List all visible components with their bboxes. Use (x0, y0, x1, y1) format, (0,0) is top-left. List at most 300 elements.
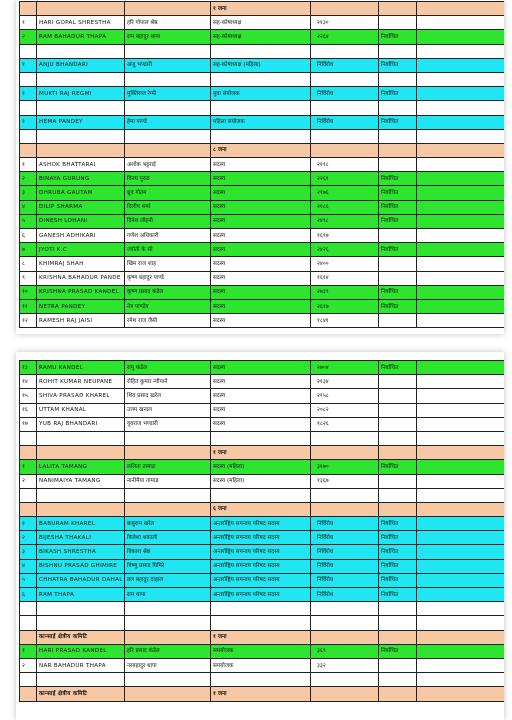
post-cell: अन्तर्राष्ट्रिय समन्वय परिषद सदस्य (211, 531, 311, 545)
post-cell: सदस्य (211, 243, 311, 257)
candidate-row (20, 30, 505, 44)
serial-number-cell (20, 44, 37, 58)
serial-number-cell (20, 630, 37, 644)
candidate-name-cell: ASHOK BHATTARAI (37, 158, 125, 172)
post-cell: १ जना (211, 446, 311, 460)
post-cell: सदस्य (211, 375, 311, 389)
post-cell (211, 431, 311, 445)
extra-cell (417, 602, 505, 616)
serial-number-cell: ६ (20, 229, 37, 243)
post-cell: सदस्य (211, 172, 311, 186)
votes-cell: निर्विरोध (311, 559, 379, 573)
extra-cell (417, 375, 505, 389)
candidate-name-nepali-cell: मुक्तिराज रेग्मी (125, 87, 211, 101)
status-cell (379, 129, 417, 143)
post-cell: सदस्य (211, 361, 311, 375)
serial-number-cell: १ (20, 158, 37, 172)
spacer-row (20, 101, 505, 115)
sheet-page-1 (16, 0, 504, 334)
candidate-name-cell (37, 101, 125, 115)
candidate-name-nepali-cell: उत्तम खनाल (125, 403, 211, 417)
candidate-name-cell: RAMESH RAJ JAISI (37, 314, 125, 328)
status-cell: निर्वाचित (379, 186, 417, 200)
candidate-name-nepali-cell: रमेश राज जैसी (125, 314, 211, 328)
extra-cell (417, 257, 505, 271)
candidate-name-nepali-cell (125, 673, 211, 687)
extra-cell (417, 687, 505, 701)
serial-number-cell (20, 502, 37, 516)
status-cell (379, 44, 417, 58)
votes-cell (311, 129, 379, 143)
serial-number-cell (20, 431, 37, 445)
serial-number-cell: १ (20, 517, 37, 531)
extra-cell (417, 158, 505, 172)
candidate-name-cell: LALITA TAMANG (37, 460, 125, 474)
status-cell (379, 687, 417, 701)
post-cell: सह-कोषाध्यक्ष (211, 30, 311, 44)
post-cell: समयोजक (211, 644, 311, 658)
candidate-name-cell: ANJU BHANDARI (37, 58, 125, 72)
votes-cell: निर्विरोध (311, 115, 379, 129)
post-cell: सदस्य (211, 186, 311, 200)
serial-number-cell: २ (20, 531, 37, 545)
serial-number-cell (20, 101, 37, 115)
candidate-row (20, 559, 505, 573)
serial-number-cell (20, 687, 37, 701)
candidate-name-cell: DILIP SHARMA (37, 200, 125, 214)
status-cell: निर्वाचित (379, 58, 417, 72)
serial-number-cell: ११ (20, 299, 37, 313)
votes-cell (311, 673, 379, 687)
status-cell: निर्वाचित (379, 172, 417, 186)
candidate-name-cell (37, 446, 125, 460)
spacer-row (20, 44, 505, 58)
candidate-row (20, 271, 505, 285)
votes-cell (311, 446, 379, 460)
extra-cell (417, 143, 505, 157)
candidate-name-cell: HEMA PANDEY (37, 115, 125, 129)
votes-cell: ३६९ (311, 644, 379, 658)
status-cell (379, 375, 417, 389)
spacer-row (20, 602, 505, 616)
candidate-name-nepali-cell: बाबुराम खरेल (125, 517, 211, 531)
serial-number-cell (20, 143, 37, 157)
candidate-row (20, 375, 505, 389)
serial-number-cell: ५ (20, 214, 37, 228)
extra-cell (417, 446, 505, 460)
candidate-name-cell (37, 431, 125, 445)
votes-cell (311, 101, 379, 115)
votes-cell: २२६४ (311, 30, 379, 44)
candidate-name-cell: UTTAM KHANAL (37, 403, 125, 417)
votes-cell: निर्विरोध (311, 545, 379, 559)
serial-number-cell: १ (20, 115, 37, 129)
candidate-name-nepali-cell (125, 488, 211, 502)
section-header-row (20, 2, 505, 16)
candidate-name-nepali-cell (125, 72, 211, 86)
votes-cell (311, 630, 379, 644)
status-cell (379, 673, 417, 687)
candidate-name-cell: GANESH ADHIKARI (37, 229, 125, 243)
candidate-name-nepali-cell: ध्रुव गौतम (125, 186, 211, 200)
candidate-name-nepali-cell: ज्योती के सी (125, 243, 211, 257)
serial-number-cell (20, 488, 37, 502)
candidate-row (20, 16, 505, 30)
votes-cell: १६९७ (311, 229, 379, 243)
candidate-name-cell: BINAYA GURUNG (37, 172, 125, 186)
candidate-row (20, 115, 505, 129)
candidate-row (20, 314, 505, 328)
extra-cell (417, 314, 505, 328)
candidate-row (20, 573, 505, 587)
candidate-name-nepali-cell: दिनेश लोहनी (125, 214, 211, 228)
status-cell (379, 16, 417, 30)
status-cell (379, 658, 417, 672)
candidate-name-nepali-cell: हरि गोपाल श्रेष्ठ (125, 16, 211, 30)
extra-cell (417, 361, 505, 375)
serial-number-cell: ४ (20, 559, 37, 573)
post-cell: सदस्य (महिला) (211, 474, 311, 488)
candidate-name-cell (37, 143, 125, 157)
candidate-name-cell: RAM THAPA (37, 588, 125, 602)
extra-cell (417, 559, 505, 573)
candidate-row (20, 186, 505, 200)
candidate-row (20, 243, 505, 257)
candidate-name-cell: RAMU KANDEL (37, 361, 125, 375)
post-cell: ६ जना (211, 502, 311, 516)
candidate-row (20, 158, 505, 172)
status-cell: निर्वाचित (379, 644, 417, 658)
votes-cell: २२६१ (311, 172, 379, 186)
serial-number-cell: १ (20, 460, 37, 474)
candidate-name-nepali-cell (125, 630, 211, 644)
candidate-name-nepali-cell (125, 44, 211, 58)
post-cell: सदस्य (महिला) (211, 460, 311, 474)
candidate-name-nepali-cell (125, 446, 211, 460)
status-cell: निर्वाचित (379, 460, 417, 474)
spacer-row (20, 616, 505, 630)
candidate-name-nepali-cell: अंजु भण्डारी (125, 58, 211, 72)
candidate-row (20, 172, 505, 186)
extra-cell (417, 431, 505, 445)
spacer-row (20, 72, 505, 86)
status-cell (379, 403, 417, 417)
serial-number-cell: १५ (20, 389, 37, 403)
post-cell: सदस्य (211, 229, 311, 243)
candidate-row (20, 545, 505, 559)
post-cell: ८ जना (211, 143, 311, 157)
extra-cell (417, 673, 505, 687)
candidate-row (20, 299, 505, 313)
candidate-name-cell: NAR BAHADUR THAPA (37, 658, 125, 672)
candidate-name-cell: NANIMAIYA TAMANG (37, 474, 125, 488)
votes-cell (311, 616, 379, 630)
candidate-name-nepali-cell (125, 129, 211, 143)
status-cell: निर्वाचित (379, 214, 417, 228)
votes-cell: निर्विरोध (311, 87, 379, 101)
post-cell: सदस्य (211, 299, 311, 313)
spacer-row (20, 431, 505, 445)
extra-cell (417, 417, 505, 431)
serial-number-cell: १६ (20, 403, 37, 417)
post-cell: युवा संयोजक (211, 87, 311, 101)
extra-cell (417, 403, 505, 417)
post-cell (211, 488, 311, 502)
candidate-name-nepali-cell: खिम राज शाह (125, 257, 211, 271)
candidate-row (20, 361, 505, 375)
status-cell: निर्वाचित (379, 517, 417, 531)
status-cell (379, 2, 417, 16)
candidate-row (20, 460, 505, 474)
section-header-row (20, 143, 505, 157)
post-cell (211, 673, 311, 687)
votes-cell (311, 72, 379, 86)
candidate-name-nepali-cell: अशोक भट्टराई (125, 158, 211, 172)
extra-cell (417, 460, 505, 474)
candidate-row (20, 644, 505, 658)
extra-cell (417, 243, 505, 257)
serial-number-cell: १३ (20, 361, 37, 375)
status-cell (379, 417, 417, 431)
candidate-name-cell (37, 72, 125, 86)
votes-cell: २११८ (311, 158, 379, 172)
votes-cell (311, 687, 379, 701)
votes-cell: निर्विरोध (311, 588, 379, 602)
candidate-name-nepali-cell: विनय गुरुङ (125, 172, 211, 186)
serial-number-cell: १० (20, 285, 37, 299)
extra-cell (417, 58, 505, 72)
status-cell: निर्वाचित (379, 200, 417, 214)
serial-number-cell: १७ (20, 417, 37, 431)
candidate-name-nepali-cell: गणेश अधिकारी (125, 229, 211, 243)
candidate-name-cell (37, 44, 125, 58)
spacer-row (20, 129, 505, 143)
votes-cell: निर्विरोध (311, 517, 379, 531)
extra-cell (417, 389, 505, 403)
status-cell: निर्वाचित (379, 115, 417, 129)
post-cell (211, 616, 311, 630)
serial-number-cell: २ (20, 474, 37, 488)
post-cell: सदस्य (211, 257, 311, 271)
serial-number-cell (20, 673, 37, 687)
status-cell: निर्वाचित (379, 545, 417, 559)
candidate-name-cell: BIKASH SHRESTHA (37, 545, 125, 559)
candidate-row (20, 285, 505, 299)
candidate-name-cell: BISHNU PRASAD GHIMIRE (37, 559, 125, 573)
candidate-name-nepali-cell: राम थापा (125, 588, 211, 602)
post-cell: १ जना (211, 2, 311, 16)
candidate-row (20, 517, 505, 531)
serial-number-cell (20, 602, 37, 616)
candidate-name-cell (37, 673, 125, 687)
candidate-name-nepali-cell: नेत्र पाण्डेय (125, 299, 211, 313)
post-cell: अन्तर्राष्ट्रिय समन्वय परिषद सदस्य (211, 545, 311, 559)
status-cell (379, 72, 417, 86)
candidate-name-cell: BABURAM KHAREL (37, 517, 125, 531)
candidate-row (20, 531, 505, 545)
extra-cell (417, 172, 505, 186)
votes-cell (311, 602, 379, 616)
extra-cell (417, 30, 505, 44)
votes-cell (311, 2, 379, 16)
extra-cell (417, 214, 505, 228)
serial-number-cell: ३ (20, 545, 37, 559)
status-cell (379, 143, 417, 157)
candidate-name-nepali-cell: छत्र बहादुर दाहाल (125, 573, 211, 587)
status-cell (379, 271, 417, 285)
extra-cell (417, 44, 505, 58)
candidate-name-nepali-cell: नानीमैया तामाङ (125, 474, 211, 488)
candidate-row (20, 403, 505, 417)
candidate-name-cell: HARI PRASAD KANDEL (37, 644, 125, 658)
status-cell: निर्वाचित (379, 299, 417, 313)
post-cell: समयोजक (211, 658, 311, 672)
candidate-name-cell (37, 602, 125, 616)
status-cell: निर्वाचित (379, 559, 417, 573)
serial-number-cell: १२ (20, 314, 37, 328)
status-cell (379, 602, 417, 616)
extra-cell (417, 531, 505, 545)
candidate-row (20, 417, 505, 431)
votes-cell: १८२६ (311, 417, 379, 431)
status-cell (379, 257, 417, 271)
candidate-name-nepali-cell (125, 602, 211, 616)
candidate-name-nepali-cell (125, 502, 211, 516)
serial-number-cell: १४ (20, 375, 37, 389)
votes-cell: निर्विरोध (311, 531, 379, 545)
post-cell: १ जना (211, 630, 311, 644)
status-cell (379, 158, 417, 172)
status-cell (379, 431, 417, 445)
spacer-row (20, 488, 505, 502)
votes-cell: २१७६ (311, 186, 379, 200)
serial-number-cell (20, 72, 37, 86)
extra-cell (417, 545, 505, 559)
candidate-name-cell: DHRUBA GAUTAM (37, 186, 125, 200)
candidate-name-cell: JYOTI K.C (37, 243, 125, 257)
serial-number-cell: ५ (20, 573, 37, 587)
votes-cell: २७३९ (311, 285, 379, 299)
sheet-page-2 (16, 352, 504, 720)
extra-cell (417, 16, 505, 30)
post-cell: सदस्य (211, 417, 311, 431)
votes-cell: २१३४ (311, 375, 379, 389)
status-cell: निर्वाचित (379, 87, 417, 101)
candidate-name-cell (37, 488, 125, 502)
candidate-row (20, 200, 505, 214)
votes-cell: २४२६ (311, 243, 379, 257)
status-cell (379, 474, 417, 488)
candidate-name-nepali-cell: कृष्ण बहादुर पाण्डे (125, 271, 211, 285)
votes-cell: २४०० (311, 257, 379, 271)
candidate-name-nepali-cell (125, 431, 211, 445)
extra-cell (417, 658, 505, 672)
votes-cell: १६१४ (311, 271, 379, 285)
votes-cell: ३१७० (311, 460, 379, 474)
candidate-name-nepali-cell: विष्णु प्रसाद घिमिरे (125, 559, 211, 573)
candidate-name-nepali-cell (125, 2, 211, 16)
post-cell: सदस्य (211, 214, 311, 228)
extra-cell (417, 644, 505, 658)
candidate-row (20, 229, 505, 243)
status-cell: निर्वाचित (379, 30, 417, 44)
extra-cell (417, 229, 505, 243)
serial-number-cell (20, 446, 37, 460)
candidate-row (20, 257, 505, 271)
serial-number-cell: १ (20, 644, 37, 658)
extra-cell (417, 630, 505, 644)
candidate-row (20, 658, 505, 672)
candidate-name-nepali-cell: नरबहादुर थापा (125, 658, 211, 672)
extra-cell (417, 186, 505, 200)
status-cell: निर्वाचित (379, 588, 417, 602)
extra-cell (417, 200, 505, 214)
votes-cell: २७०४ (311, 361, 379, 375)
extra-cell (417, 101, 505, 115)
candidate-name-nepali-cell: दिलीप शर्मा (125, 200, 211, 214)
post-cell (211, 129, 311, 143)
extra-cell (417, 474, 505, 488)
post-cell: सदस्य (211, 158, 311, 172)
serial-number-cell: २ (20, 658, 37, 672)
candidate-row (20, 58, 505, 72)
candidate-row (20, 214, 505, 228)
status-cell (379, 229, 417, 243)
extra-cell (417, 616, 505, 630)
candidate-name-nepali-cell: बिजेशा थकाली (125, 531, 211, 545)
votes-cell: ३३२ (311, 658, 379, 672)
candidate-name-cell: BIJESHA THAKALI (37, 531, 125, 545)
candidate-name-cell: कान्साई क्षेत्रीय कमिटि (37, 687, 125, 701)
serial-number-cell (20, 129, 37, 143)
status-cell (379, 314, 417, 328)
votes-cell: २०८२ (311, 403, 379, 417)
candidate-name-nepali-cell: ललिता तामाङ (125, 460, 211, 474)
extra-cell (417, 129, 505, 143)
status-cell: निर्वाचित (379, 361, 417, 375)
candidate-row (20, 588, 505, 602)
votes-cell: २१८६ (311, 200, 379, 214)
post-cell: सदस्य (211, 314, 311, 328)
post-cell: महिला संयोजक (211, 115, 311, 129)
status-cell (379, 488, 417, 502)
votes-cell: निर्विरोध (311, 573, 379, 587)
post-cell: सदस्य (211, 389, 311, 403)
candidate-name-nepali-cell: विकाश श्रेष्ठ (125, 545, 211, 559)
candidate-name-cell: KHIMRAJ SHAH (37, 257, 125, 271)
post-cell: अन्तर्राष्ट्रिय समन्वय परिषद सदस्य (211, 573, 311, 587)
candidate-name-cell: KRISHNA PRASAD KANDEL (37, 285, 125, 299)
candidate-name-nepali-cell (125, 101, 211, 115)
spacer-row (20, 673, 505, 687)
serial-number-cell: १ (20, 87, 37, 101)
votes-cell (311, 431, 379, 445)
section-header-row (20, 630, 505, 644)
extra-cell (417, 115, 505, 129)
candidate-name-cell: MUKTI RAJ REGMI (37, 87, 125, 101)
results-table (19, 360, 504, 702)
post-cell: सह-कोषाध्यक्ष (211, 16, 311, 30)
post-cell: सदस्य (211, 200, 311, 214)
post-cell: १ जना (211, 687, 311, 701)
candidate-name-nepali-cell: युवराज भण्डारी (125, 417, 211, 431)
votes-cell (311, 502, 379, 516)
section-header-row (20, 687, 505, 701)
candidate-name-cell (37, 129, 125, 143)
votes-cell: २१५८ (311, 389, 379, 403)
candidate-name-cell: RAM BAHADUR THAPA (37, 30, 125, 44)
status-cell (379, 630, 417, 644)
